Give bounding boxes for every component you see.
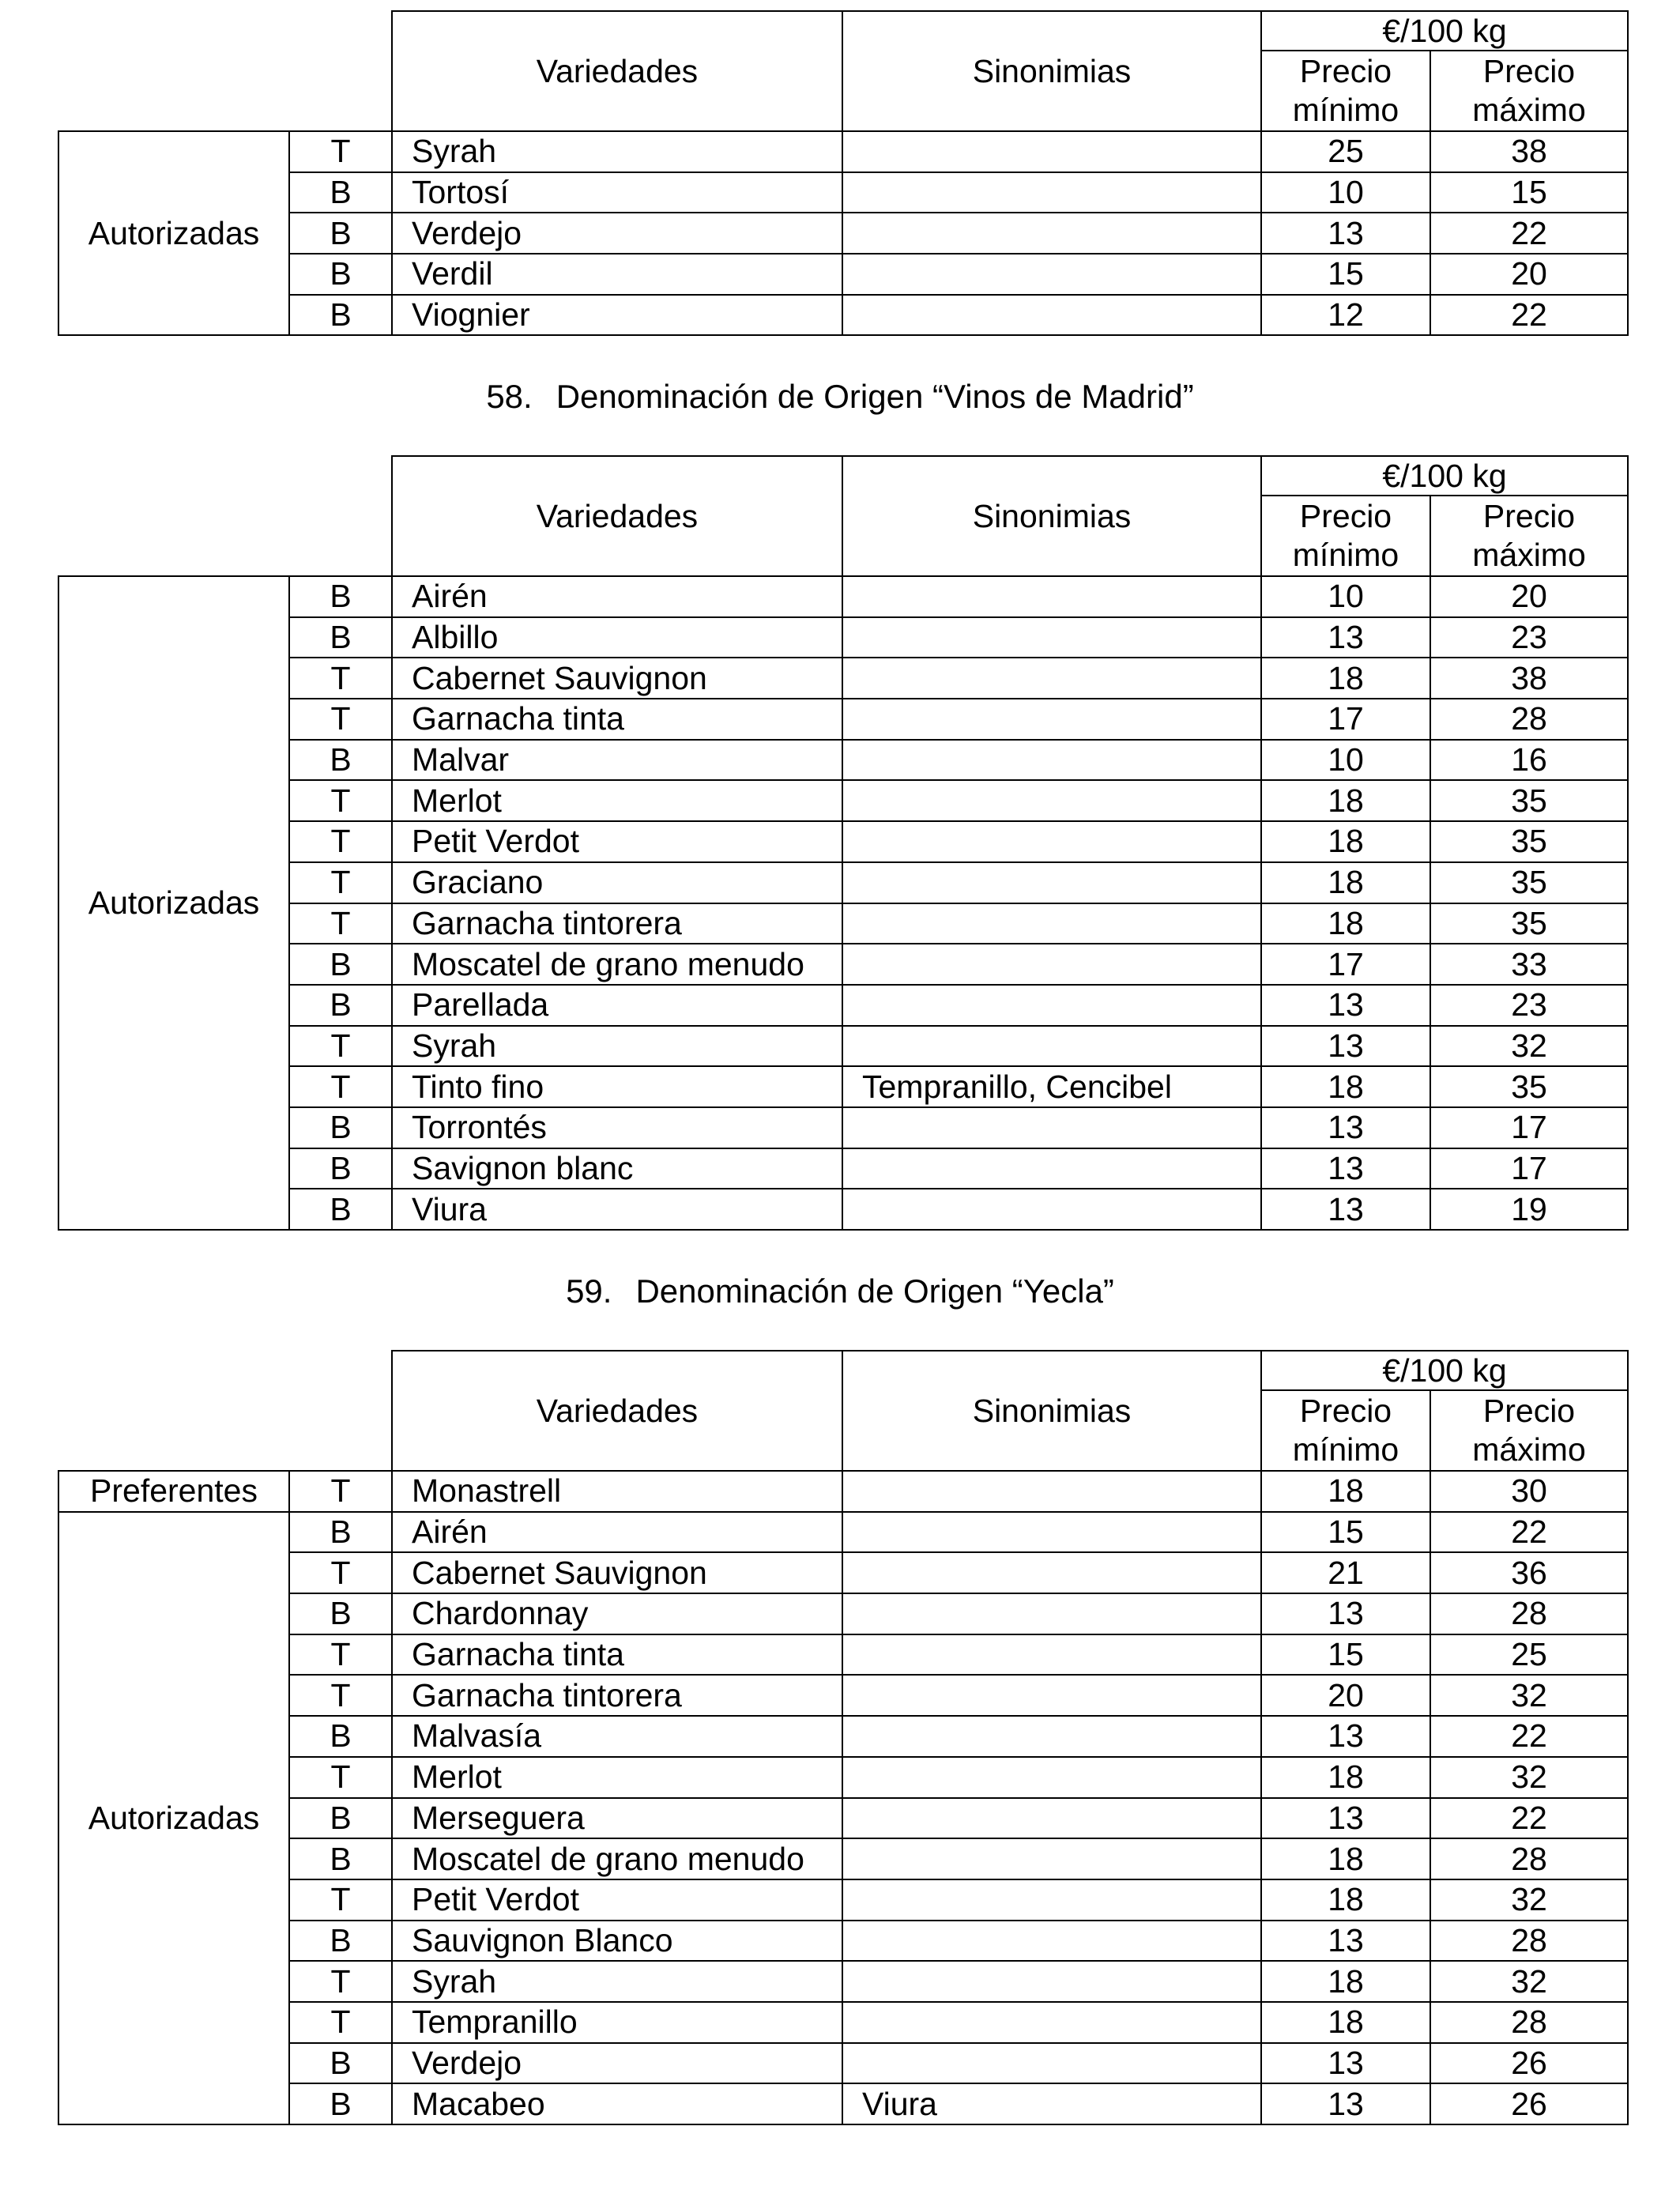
min-price-cell: 10 <box>1261 576 1430 617</box>
variety-cell: Sauvignon Blanco <box>392 1921 842 1962</box>
table-row <box>58 1921 1628 1962</box>
max-price-cell: 22 <box>1430 213 1628 254</box>
header-line: máximo <box>1472 1431 1586 1468</box>
color-cell: B <box>289 1107 392 1148</box>
synonym-cell <box>842 2002 1261 2043</box>
variety-cell: Savignon blanc <box>392 1148 842 1189</box>
max-price-cell: 38 <box>1430 658 1628 699</box>
category-cell: Autorizadas <box>58 131 289 335</box>
variety-cell: Tempranillo <box>392 2002 842 2043</box>
variety-cell: Tinto fino <box>392 1066 842 1107</box>
synonym-cell <box>842 1148 1261 1189</box>
synonym-cell <box>842 1552 1261 1593</box>
synonym-cell <box>842 576 1261 617</box>
min-price-cell: 18 <box>1261 658 1430 699</box>
category-cell: Autorizadas <box>58 1512 289 2124</box>
table-row <box>58 1838 1628 1879</box>
color-cell: T <box>289 1879 392 1921</box>
variety-cell: Garnacha tintorera <box>392 1675 842 1716</box>
synonym-cell <box>842 617 1261 658</box>
max-price-cell: 16 <box>1430 740 1628 781</box>
max-price-cell: 28 <box>1430 2002 1628 2043</box>
table-row <box>58 131 1628 172</box>
min-price-cell: 13 <box>1261 1798 1430 1839</box>
min-price-cell: 10 <box>1261 172 1430 213</box>
min-price-cell: 13 <box>1261 985 1430 1026</box>
variety-cell: Syrah <box>392 131 842 172</box>
synonym-cell <box>842 1471 1261 1512</box>
min-price-cell: 18 <box>1261 1757 1430 1798</box>
color-cell: T <box>289 2002 392 2043</box>
max-price-cell: 22 <box>1430 1798 1628 1839</box>
min-price-cell: 13 <box>1261 1716 1430 1757</box>
max-price-cell: 32 <box>1430 1757 1628 1798</box>
table-row <box>58 1148 1628 1189</box>
variety-cell: Parellada <box>392 985 842 1026</box>
min-price-cell: 18 <box>1261 1961 1430 2002</box>
max-price-cell: 32 <box>1430 1879 1628 1921</box>
table-row <box>58 617 1628 658</box>
synonym-cell <box>842 821 1261 862</box>
synonym-cell <box>842 1107 1261 1148</box>
max-price-cell: 20 <box>1430 254 1628 295</box>
variedades-header: Variedades <box>392 456 842 576</box>
variety-cell: Cabernet Sauvignon <box>392 1552 842 1593</box>
synonym-cell <box>842 1921 1261 1962</box>
color-cell: T <box>289 1675 392 1716</box>
min-price-cell: 13 <box>1261 1921 1430 1962</box>
header-row <box>58 456 1628 496</box>
header-line: Precio <box>1482 52 1576 89</box>
variedades-header: Variedades <box>392 11 842 131</box>
variety-cell: Tortosí <box>392 172 842 213</box>
variety-cell: Viognier <box>392 295 842 336</box>
min-price-cell: 18 <box>1261 1838 1430 1879</box>
synonym-cell <box>842 1879 1261 1921</box>
color-cell: T <box>289 699 392 740</box>
max-price-cell: 35 <box>1430 1066 1628 1107</box>
min-price-cell: 18 <box>1261 1471 1430 1512</box>
color-cell: B <box>289 617 392 658</box>
color-cell: T <box>289 1961 392 2002</box>
min-price-cell: 18 <box>1261 821 1430 862</box>
synonym-cell: Viura <box>842 2083 1261 2124</box>
table-row <box>58 172 1628 213</box>
color-cell: B <box>289 295 392 336</box>
max-price-cell: 28 <box>1430 1593 1628 1634</box>
max-price-cell: 17 <box>1430 1107 1628 1148</box>
max-price-cell: 38 <box>1430 131 1628 172</box>
color-cell: T <box>289 1471 392 1512</box>
color-cell: T <box>289 862 392 903</box>
variety-cell: Merseguera <box>392 1798 842 1839</box>
color-cell: T <box>289 1026 392 1067</box>
max-price-cell: 22 <box>1430 1512 1628 1553</box>
min-price-cell: 13 <box>1261 2083 1430 2124</box>
variety-cell: Malvasía <box>392 1716 842 1757</box>
category-cell: Preferentes <box>58 1471 289 1512</box>
synonym-cell <box>842 699 1261 740</box>
sinonimias-header: Sinonimias <box>842 456 1261 576</box>
max-price-cell: 25 <box>1430 1634 1628 1676</box>
grape-table <box>58 10 1629 336</box>
table-row <box>58 2043 1628 2084</box>
variety-cell: Syrah <box>392 1026 842 1067</box>
unit-header: €/100 kg <box>1261 1351 1628 1390</box>
color-cell: T <box>289 131 392 172</box>
variety-cell: Syrah <box>392 1961 842 2002</box>
min-price-cell: 25 <box>1261 131 1430 172</box>
variety-cell: Graciano <box>392 862 842 903</box>
min-price-cell: 13 <box>1261 1593 1430 1634</box>
max-price-cell: 32 <box>1430 1675 1628 1716</box>
min-price-cell: 18 <box>1261 780 1430 821</box>
table-row <box>58 862 1628 903</box>
color-cell: B <box>289 740 392 781</box>
section-heading: Denominación de Origen “Yecla” <box>635 1272 1114 1310</box>
max-price-cell: 26 <box>1430 2043 1628 2084</box>
synonym-cell <box>842 658 1261 699</box>
variety-cell: Moscatel de grano menudo <box>392 1838 842 1879</box>
table-row <box>58 1189 1628 1230</box>
max-price-cell: 28 <box>1430 1838 1628 1879</box>
synonym-cell <box>842 254 1261 295</box>
table-row <box>58 1471 1628 1512</box>
synonym-cell <box>842 1798 1261 1839</box>
synonym-cell <box>842 1838 1261 1879</box>
precio-minimo-header <box>1261 1390 1430 1471</box>
color-cell: B <box>289 944 392 985</box>
color-cell: B <box>289 172 392 213</box>
max-price-cell: 19 <box>1430 1189 1628 1230</box>
min-price-cell: 15 <box>1261 254 1430 295</box>
header-row <box>58 11 1628 51</box>
max-price-cell: 28 <box>1430 699 1628 740</box>
min-price-cell: 20 <box>1261 1675 1430 1716</box>
table-row <box>58 944 1628 985</box>
synonym-cell <box>842 2043 1261 2084</box>
header-line: mínimo <box>1292 537 1399 573</box>
section-title <box>0 378 1680 416</box>
synonym-cell <box>842 1593 1261 1634</box>
max-price-cell: 15 <box>1430 172 1628 213</box>
synonym-cell <box>842 1512 1261 1553</box>
table-row <box>58 1107 1628 1148</box>
max-price-cell: 36 <box>1430 1552 1628 1593</box>
min-price-cell: 17 <box>1261 699 1430 740</box>
max-price-cell: 35 <box>1430 862 1628 903</box>
table-row <box>58 821 1628 862</box>
category-cell: Autorizadas <box>58 576 289 1230</box>
variety-cell: Merlot <box>392 780 842 821</box>
section-title <box>0 1272 1680 1310</box>
header-line: Precio <box>1299 497 1392 534</box>
synonym-cell <box>842 1026 1261 1067</box>
table-row <box>58 1798 1628 1839</box>
max-price-cell: 33 <box>1430 944 1628 985</box>
header-spacer <box>58 1351 392 1471</box>
section-number: 59. <box>566 1272 612 1310</box>
synonym-cell <box>842 1961 1261 2002</box>
variety-cell: Cabernet Sauvignon <box>392 658 842 699</box>
variety-cell: Monastrell <box>392 1471 842 1512</box>
section-number: 58. <box>486 378 533 415</box>
variety-cell: Garnacha tintorera <box>392 903 842 944</box>
variety-cell: Verdejo <box>392 213 842 254</box>
min-price-cell: 18 <box>1261 2002 1430 2043</box>
min-price-cell: 21 <box>1261 1552 1430 1593</box>
color-cell: B <box>289 254 392 295</box>
precio-maximo-header <box>1430 496 1628 576</box>
synonym-cell <box>842 1634 1261 1676</box>
table-row <box>58 1961 1628 2002</box>
precio-maximo-header <box>1430 51 1628 131</box>
header-line: mínimo <box>1292 1431 1399 1468</box>
table-row <box>58 576 1628 617</box>
table-row <box>58 1593 1628 1634</box>
precio-minimo-header <box>1261 496 1430 576</box>
variety-cell: Verdejo <box>392 2043 842 2084</box>
max-price-cell: 23 <box>1430 985 1628 1026</box>
color-cell: T <box>289 780 392 821</box>
header-line: Precio <box>1299 1392 1392 1429</box>
variety-cell: Torrontés <box>392 1107 842 1148</box>
color-cell: B <box>289 1838 392 1879</box>
table-row <box>58 780 1628 821</box>
variety-cell: Airén <box>392 576 842 617</box>
max-price-cell: 30 <box>1430 1471 1628 1512</box>
table-row <box>58 699 1628 740</box>
header-spacer <box>58 456 392 576</box>
variety-cell: Petit Verdot <box>392 821 842 862</box>
precio-maximo-header <box>1430 1390 1628 1471</box>
variety-cell: Chardonnay <box>392 1593 842 1634</box>
synonym-cell <box>842 1716 1261 1757</box>
max-price-cell: 35 <box>1430 821 1628 862</box>
min-price-cell: 13 <box>1261 617 1430 658</box>
variety-cell: Merlot <box>392 1757 842 1798</box>
variety-cell: Garnacha tinta <box>392 1634 842 1676</box>
synonym-cell <box>842 1757 1261 1798</box>
section-heading: Denominación de Origen “Vinos de Madrid” <box>556 378 1194 415</box>
color-cell: T <box>289 658 392 699</box>
color-cell: T <box>289 1634 392 1676</box>
synonym-cell <box>842 780 1261 821</box>
variety-cell: Verdil <box>392 254 842 295</box>
synonym-cell <box>842 213 1261 254</box>
table-row <box>58 740 1628 781</box>
color-cell: T <box>289 903 392 944</box>
min-price-cell: 17 <box>1261 944 1430 985</box>
table-row <box>58 1879 1628 1921</box>
min-price-cell: 18 <box>1261 903 1430 944</box>
min-price-cell: 18 <box>1261 862 1430 903</box>
color-cell: B <box>289 1716 392 1757</box>
color-cell: T <box>289 1757 392 1798</box>
min-price-cell: 18 <box>1261 1066 1430 1107</box>
synonym-cell <box>842 1675 1261 1716</box>
sinonimias-header: Sinonimias <box>842 11 1261 131</box>
variety-cell: Petit Verdot <box>392 1879 842 1921</box>
precio-minimo-header <box>1261 51 1430 131</box>
max-price-cell: 23 <box>1430 617 1628 658</box>
max-price-cell: 26 <box>1430 2083 1628 2124</box>
variety-cell: Albillo <box>392 617 842 658</box>
max-price-cell: 32 <box>1430 1026 1628 1067</box>
min-price-cell: 13 <box>1261 1107 1430 1148</box>
header-line: máximo <box>1472 92 1586 128</box>
table-row <box>58 2083 1628 2124</box>
min-price-cell: 15 <box>1261 1634 1430 1676</box>
max-price-cell: 22 <box>1430 1716 1628 1757</box>
table-row <box>58 213 1628 254</box>
table-row <box>58 1716 1628 1757</box>
max-price-cell: 35 <box>1430 780 1628 821</box>
header-line: Precio <box>1299 52 1392 89</box>
min-price-cell: 18 <box>1261 1879 1430 1921</box>
grape-table <box>58 1350 1629 2125</box>
table-row <box>58 1757 1628 1798</box>
color-cell: B <box>289 1189 392 1230</box>
max-price-cell: 28 <box>1430 1921 1628 1962</box>
table-row <box>58 1552 1628 1593</box>
max-price-cell: 32 <box>1430 1961 1628 2002</box>
synonym-cell <box>842 1189 1261 1230</box>
variety-cell: Moscatel de grano menudo <box>392 944 842 985</box>
table-row <box>58 2002 1628 2043</box>
sinonimias-header: Sinonimias <box>842 1351 1261 1471</box>
table-row <box>58 1066 1628 1107</box>
min-price-cell: 13 <box>1261 1026 1430 1067</box>
min-price-cell: 13 <box>1261 1189 1430 1230</box>
min-price-cell: 15 <box>1261 1512 1430 1553</box>
variety-cell: Macabeo <box>392 2083 842 2124</box>
table-row <box>58 295 1628 336</box>
table-row <box>58 1675 1628 1716</box>
table-row <box>58 1026 1628 1067</box>
color-cell: B <box>289 576 392 617</box>
table-row <box>58 254 1628 295</box>
header-line: Precio <box>1482 1392 1576 1429</box>
variety-cell: Garnacha tinta <box>392 699 842 740</box>
synonym-cell <box>842 862 1261 903</box>
color-cell: B <box>289 1512 392 1553</box>
variety-cell: Malvar <box>392 740 842 781</box>
max-price-cell: 35 <box>1430 903 1628 944</box>
variety-cell: Airén <box>392 1512 842 1553</box>
header-line: Precio <box>1482 497 1576 534</box>
synonym-cell <box>842 985 1261 1026</box>
synonym-cell <box>842 131 1261 172</box>
variety-cell: Viura <box>392 1189 842 1230</box>
min-price-cell: 13 <box>1261 213 1430 254</box>
table-row <box>58 903 1628 944</box>
unit-header: €/100 kg <box>1261 11 1628 51</box>
color-cell: B <box>289 1798 392 1839</box>
header-row <box>58 1351 1628 1390</box>
synonym-cell <box>842 172 1261 213</box>
color-cell: T <box>289 1552 392 1593</box>
color-cell: B <box>289 1148 392 1189</box>
variedades-header: Variedades <box>392 1351 842 1471</box>
color-cell: B <box>289 985 392 1026</box>
header-spacer <box>58 11 392 131</box>
color-cell: B <box>289 213 392 254</box>
max-price-cell: 22 <box>1430 295 1628 336</box>
table-row <box>58 658 1628 699</box>
color-cell: T <box>289 1066 392 1107</box>
min-price-cell: 13 <box>1261 2043 1430 2084</box>
color-cell: B <box>289 2043 392 2084</box>
color-cell: B <box>289 1593 392 1634</box>
header-line: mínimo <box>1292 92 1399 128</box>
table-row <box>58 1634 1628 1676</box>
min-price-cell: 10 <box>1261 740 1430 781</box>
header-line: máximo <box>1472 537 1586 573</box>
min-price-cell: 12 <box>1261 295 1430 336</box>
table-row <box>58 1512 1628 1553</box>
synonym-cell <box>842 295 1261 336</box>
color-cell: T <box>289 821 392 862</box>
min-price-cell: 13 <box>1261 1148 1430 1189</box>
color-cell: B <box>289 2083 392 2124</box>
color-cell: B <box>289 1921 392 1962</box>
table-row <box>58 985 1628 1026</box>
max-price-cell: 20 <box>1430 576 1628 617</box>
unit-header: €/100 kg <box>1261 456 1628 496</box>
max-price-cell: 17 <box>1430 1148 1628 1189</box>
grape-table <box>58 455 1629 1231</box>
synonym-cell <box>842 740 1261 781</box>
synonym-cell <box>842 944 1261 985</box>
synonym-cell: Tempranillo, Cencibel <box>842 1066 1261 1107</box>
synonym-cell <box>842 903 1261 944</box>
